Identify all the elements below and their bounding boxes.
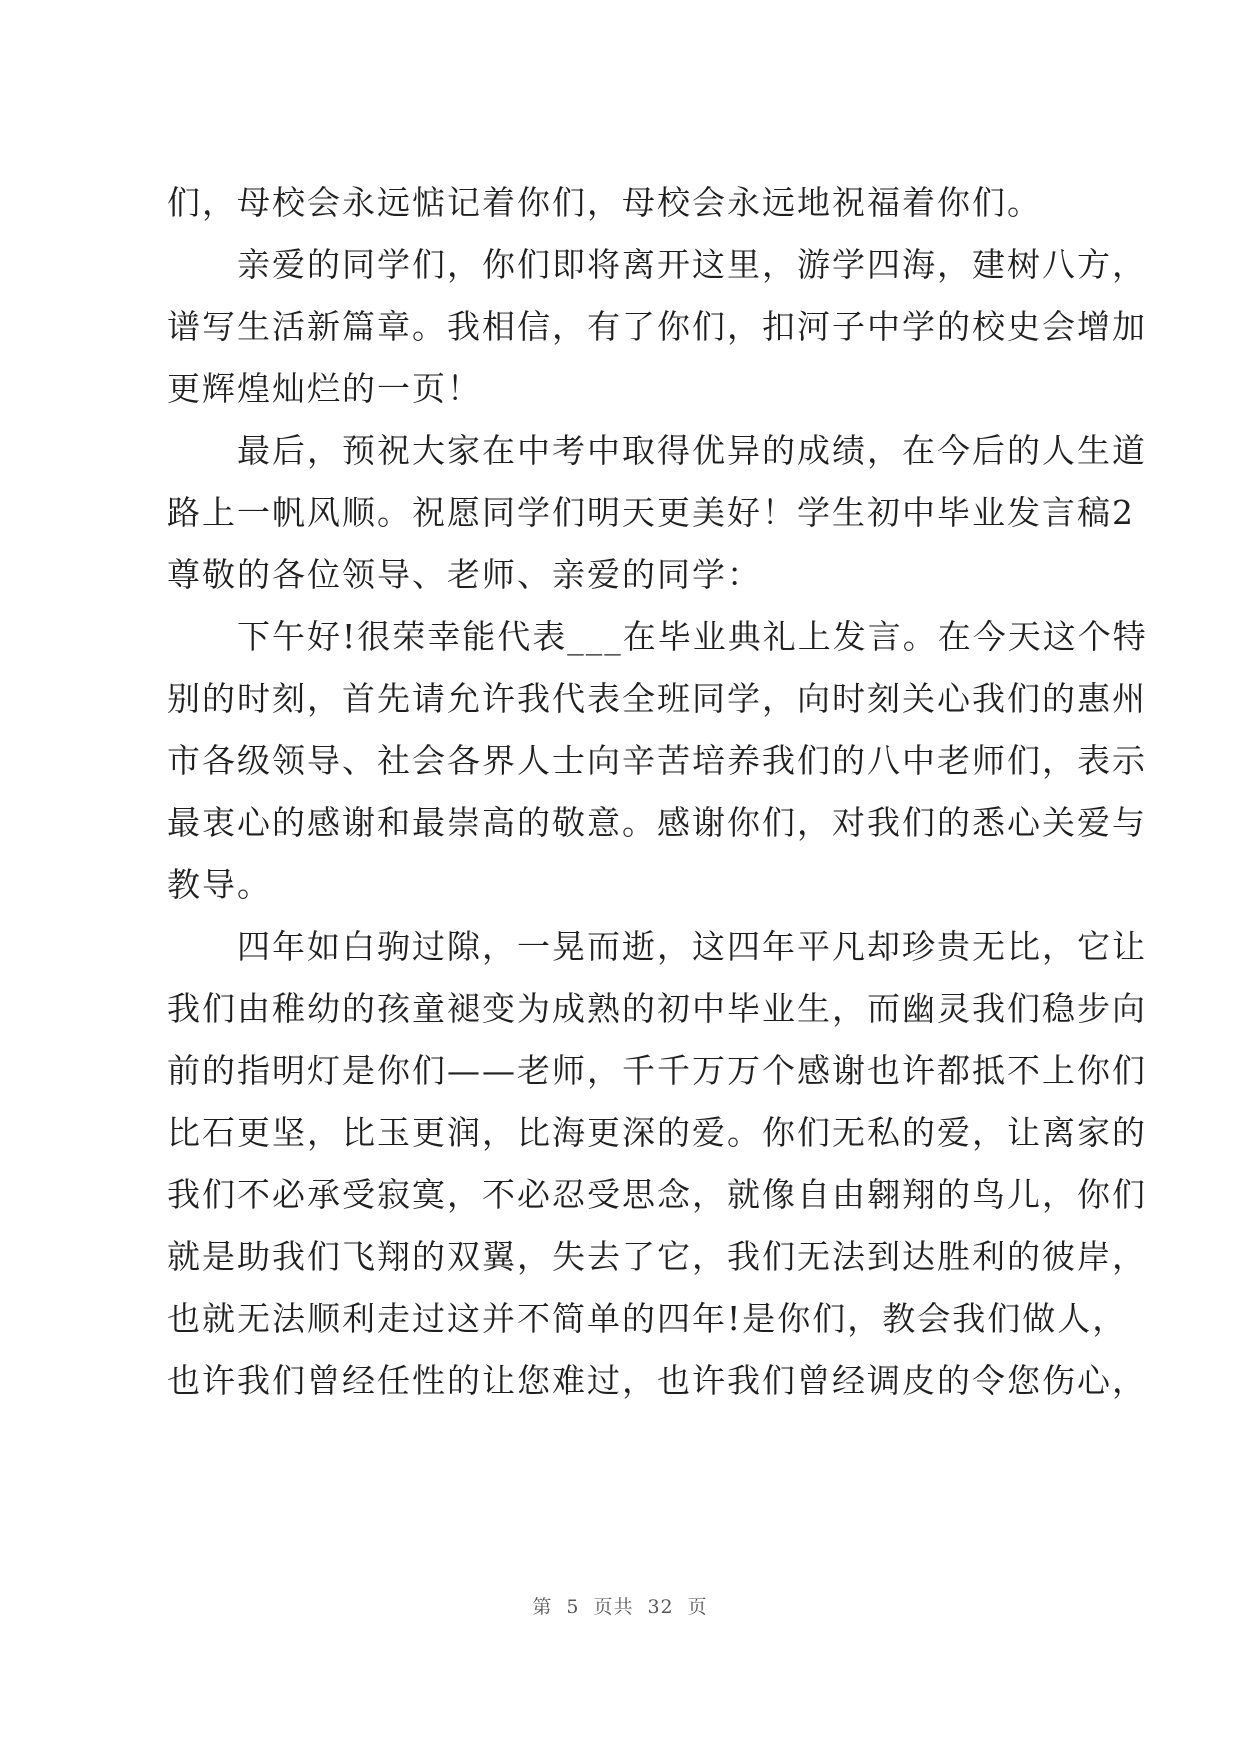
text-line-3: 谱写生活新篇章。我相信，有了你们，扣河子中学的校史会增加 [167, 307, 1147, 346]
text-line-14: 我们由稚幼的孩童褪变为成熟的初中毕业生，而幽灵我们稳步向 [167, 989, 1147, 1028]
text-line-15: 前的指明灯是你们——老师，千千万万个感谢也许都抵不上你们 [167, 1051, 1147, 1090]
text-line-4: 更辉煌灿烂的一页！ [167, 369, 482, 408]
footer-suffix: 页 [687, 1596, 708, 1618]
text-line-1: 们，母校会永远惦记着你们，母校会永远地祝福着你们。 [167, 183, 1042, 222]
text-line-8: 下午好!很荣幸能代表___在毕业典礼上发言。在今天这个特 [167, 617, 1148, 656]
text-line-11: 最衷心的感谢和最崇高的敬意。感谢你们，对我们的悉心关爱与 [167, 803, 1147, 842]
footer-prefix: 第 [532, 1596, 553, 1618]
text-line-16: 比石更坚，比玉更润，比海更深的爱。你们无私的爱，让离家的 [167, 1113, 1147, 1152]
text-line-12: 教导。 [167, 865, 272, 904]
text-line-6: 路上一帆风顺。祝愿同学们明天更美好！学生初中毕业发言稿2 [167, 493, 1135, 532]
text-line-13: 四年如白驹过隙，一晃而逝，这四年平凡却珍贵无比，它让 [167, 927, 1147, 966]
text-line-10: 市各级领导、社会各界人士向辛苦培养我们的八中老师们，表示 [167, 741, 1147, 780]
footer-middle: 页共 [593, 1596, 634, 1618]
text-line-2: 亲爱的同学们，你们即将离开这里，游学四海，建树八方， [167, 245, 1147, 284]
text-line-18: 就是助我们飞翔的双翼，失去了它，我们无法到达胜利的彼岸， [167, 1237, 1147, 1276]
footer-page-number: 5 [566, 1596, 580, 1618]
text-line-5: 最后，预祝大家在中考中取得优异的成绩，在今后的人生道 [167, 431, 1147, 470]
text-line-7: 尊敬的各位领导、老师、亲爱的同学： [167, 555, 762, 594]
footer-total-pages: 32 [647, 1596, 674, 1618]
text-line-19: 也就无法顺利走过这并不简单的四年!是你们，教会我们做人， [167, 1299, 1128, 1338]
text-line-17: 我们不必承受寂寞，不必忍受思念，就像自由翱翔的鸟儿，你们 [167, 1175, 1147, 1214]
page-footer [0, 1592, 1240, 1619]
text-line-20: 也许我们曾经任性的让您难过，也许我们曾经调皮的令您伤心， [167, 1361, 1147, 1400]
text-line-9: 别的时刻，首先请允许我代表全班同学，向时刻关心我们的惠州 [167, 679, 1147, 718]
